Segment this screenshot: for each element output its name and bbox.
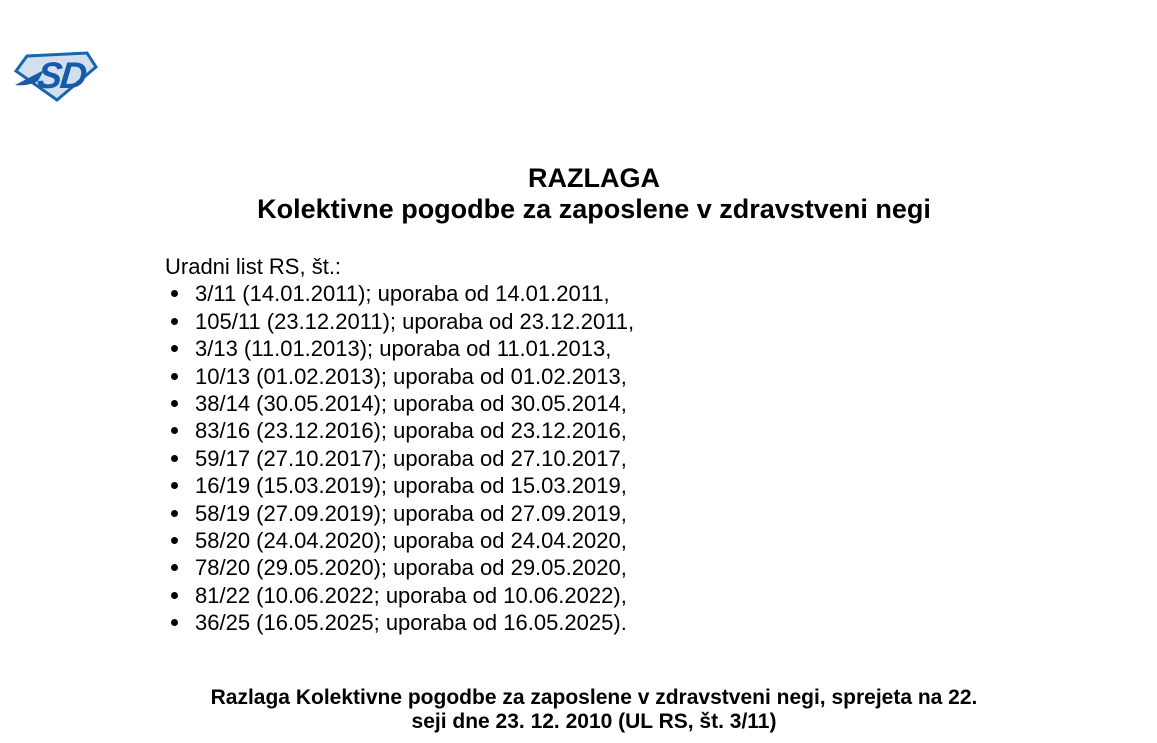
bullet-icon — [171, 373, 178, 380]
gazette-list-item — [165, 500, 865, 527]
gazette-list-item — [165, 308, 865, 335]
bullet-icon — [171, 592, 178, 599]
bullet-icon — [171, 510, 178, 517]
gazette-item-text: 3/13 (11.01.2013); uporaba od 11.01.2013, — [195, 336, 612, 362]
bullet-icon — [171, 427, 178, 434]
gazette-item-text: 78/20 (29.05.2020); uporaba od 29.05.2020, — [195, 555, 627, 581]
gazette-item-text: 83/16 (23.12.2016); uporaba od 23.12.2016, — [195, 418, 627, 444]
gazette-list-item — [165, 582, 865, 609]
bullet-icon — [171, 455, 178, 462]
gazette-list-item — [165, 417, 865, 444]
gazette-item-text: 58/19 (27.09.2019); uporaba od 27.09.2019, — [195, 500, 627, 526]
bullet-icon — [171, 619, 178, 626]
gazette-intro: Uradni list RS, št.: — [165, 254, 342, 279]
bullet-icon — [171, 345, 178, 352]
gazette-item-text: 59/17 (27.10.2017); uporaba od 27.10.2017, — [195, 445, 627, 471]
gazette-item-text: 38/14 (30.05.2014); uporaba od 30.05.2014, — [195, 391, 627, 417]
document-title-block — [165, 163, 1023, 225]
gazette-item-text: 10/13 (01.02.2013); uporaba od 01.02.2013, — [195, 363, 627, 389]
bullet-icon — [171, 400, 178, 407]
bullet-icon — [171, 564, 178, 571]
gazette-list-item — [165, 445, 865, 472]
gazette-list-item — [165, 609, 865, 636]
gazette-list-item — [165, 390, 865, 417]
gazette-list-item — [165, 280, 865, 307]
bullet-icon — [171, 537, 178, 544]
gazette-list-item — [165, 335, 865, 362]
gazette-section — [165, 253, 865, 637]
adoption-note-line-2: seji dne 23. 12. 2010 (UL RS, št. 3/11) — [411, 710, 777, 733]
bullet-icon — [171, 290, 178, 297]
gazette-item-text: 58/20 (24.04.2020); uporaba od 24.04.2020, — [195, 528, 627, 554]
gazette-item-text: 16/19 (15.03.2019); uporaba od 15.03.2019, — [195, 473, 627, 499]
gazette-list — [165, 280, 865, 636]
adoption-note-line-1: Razlaga Kolektivne pogodbe za zaposlene v zdravstveni negi, sprejeta na 22. — [210, 686, 978, 709]
bullet-icon — [171, 318, 178, 325]
gazette-list-item — [165, 472, 865, 499]
gazette-item-text: 81/22 (10.06.2022; uporaba od 10.06.2022), — [195, 582, 627, 608]
page-title: RAZLAGA — [528, 163, 660, 193]
gazette-list-item — [165, 554, 865, 581]
gazette-item-text: 3/11 (14.01.2011); uporaba od 14.01.2011, — [195, 281, 610, 307]
gazette-list-item — [165, 363, 865, 390]
sd-diamond-logo-icon — [14, 44, 98, 102]
page-subtitle: Kolektivne pogodbe za zaposlene v zdravstveni negi — [257, 194, 931, 224]
logo-letters: SD — [35, 54, 88, 96]
gazette-list-item — [165, 527, 865, 554]
bullet-icon — [171, 482, 178, 489]
gazette-item-text: 36/25 (16.05.2025; uporaba od 16.05.2025). — [195, 610, 627, 636]
gazette-item-text: 105/11 (23.12.2011); uporaba od 23.12.2011, — [195, 308, 635, 334]
adoption-note — [165, 686, 1023, 734]
